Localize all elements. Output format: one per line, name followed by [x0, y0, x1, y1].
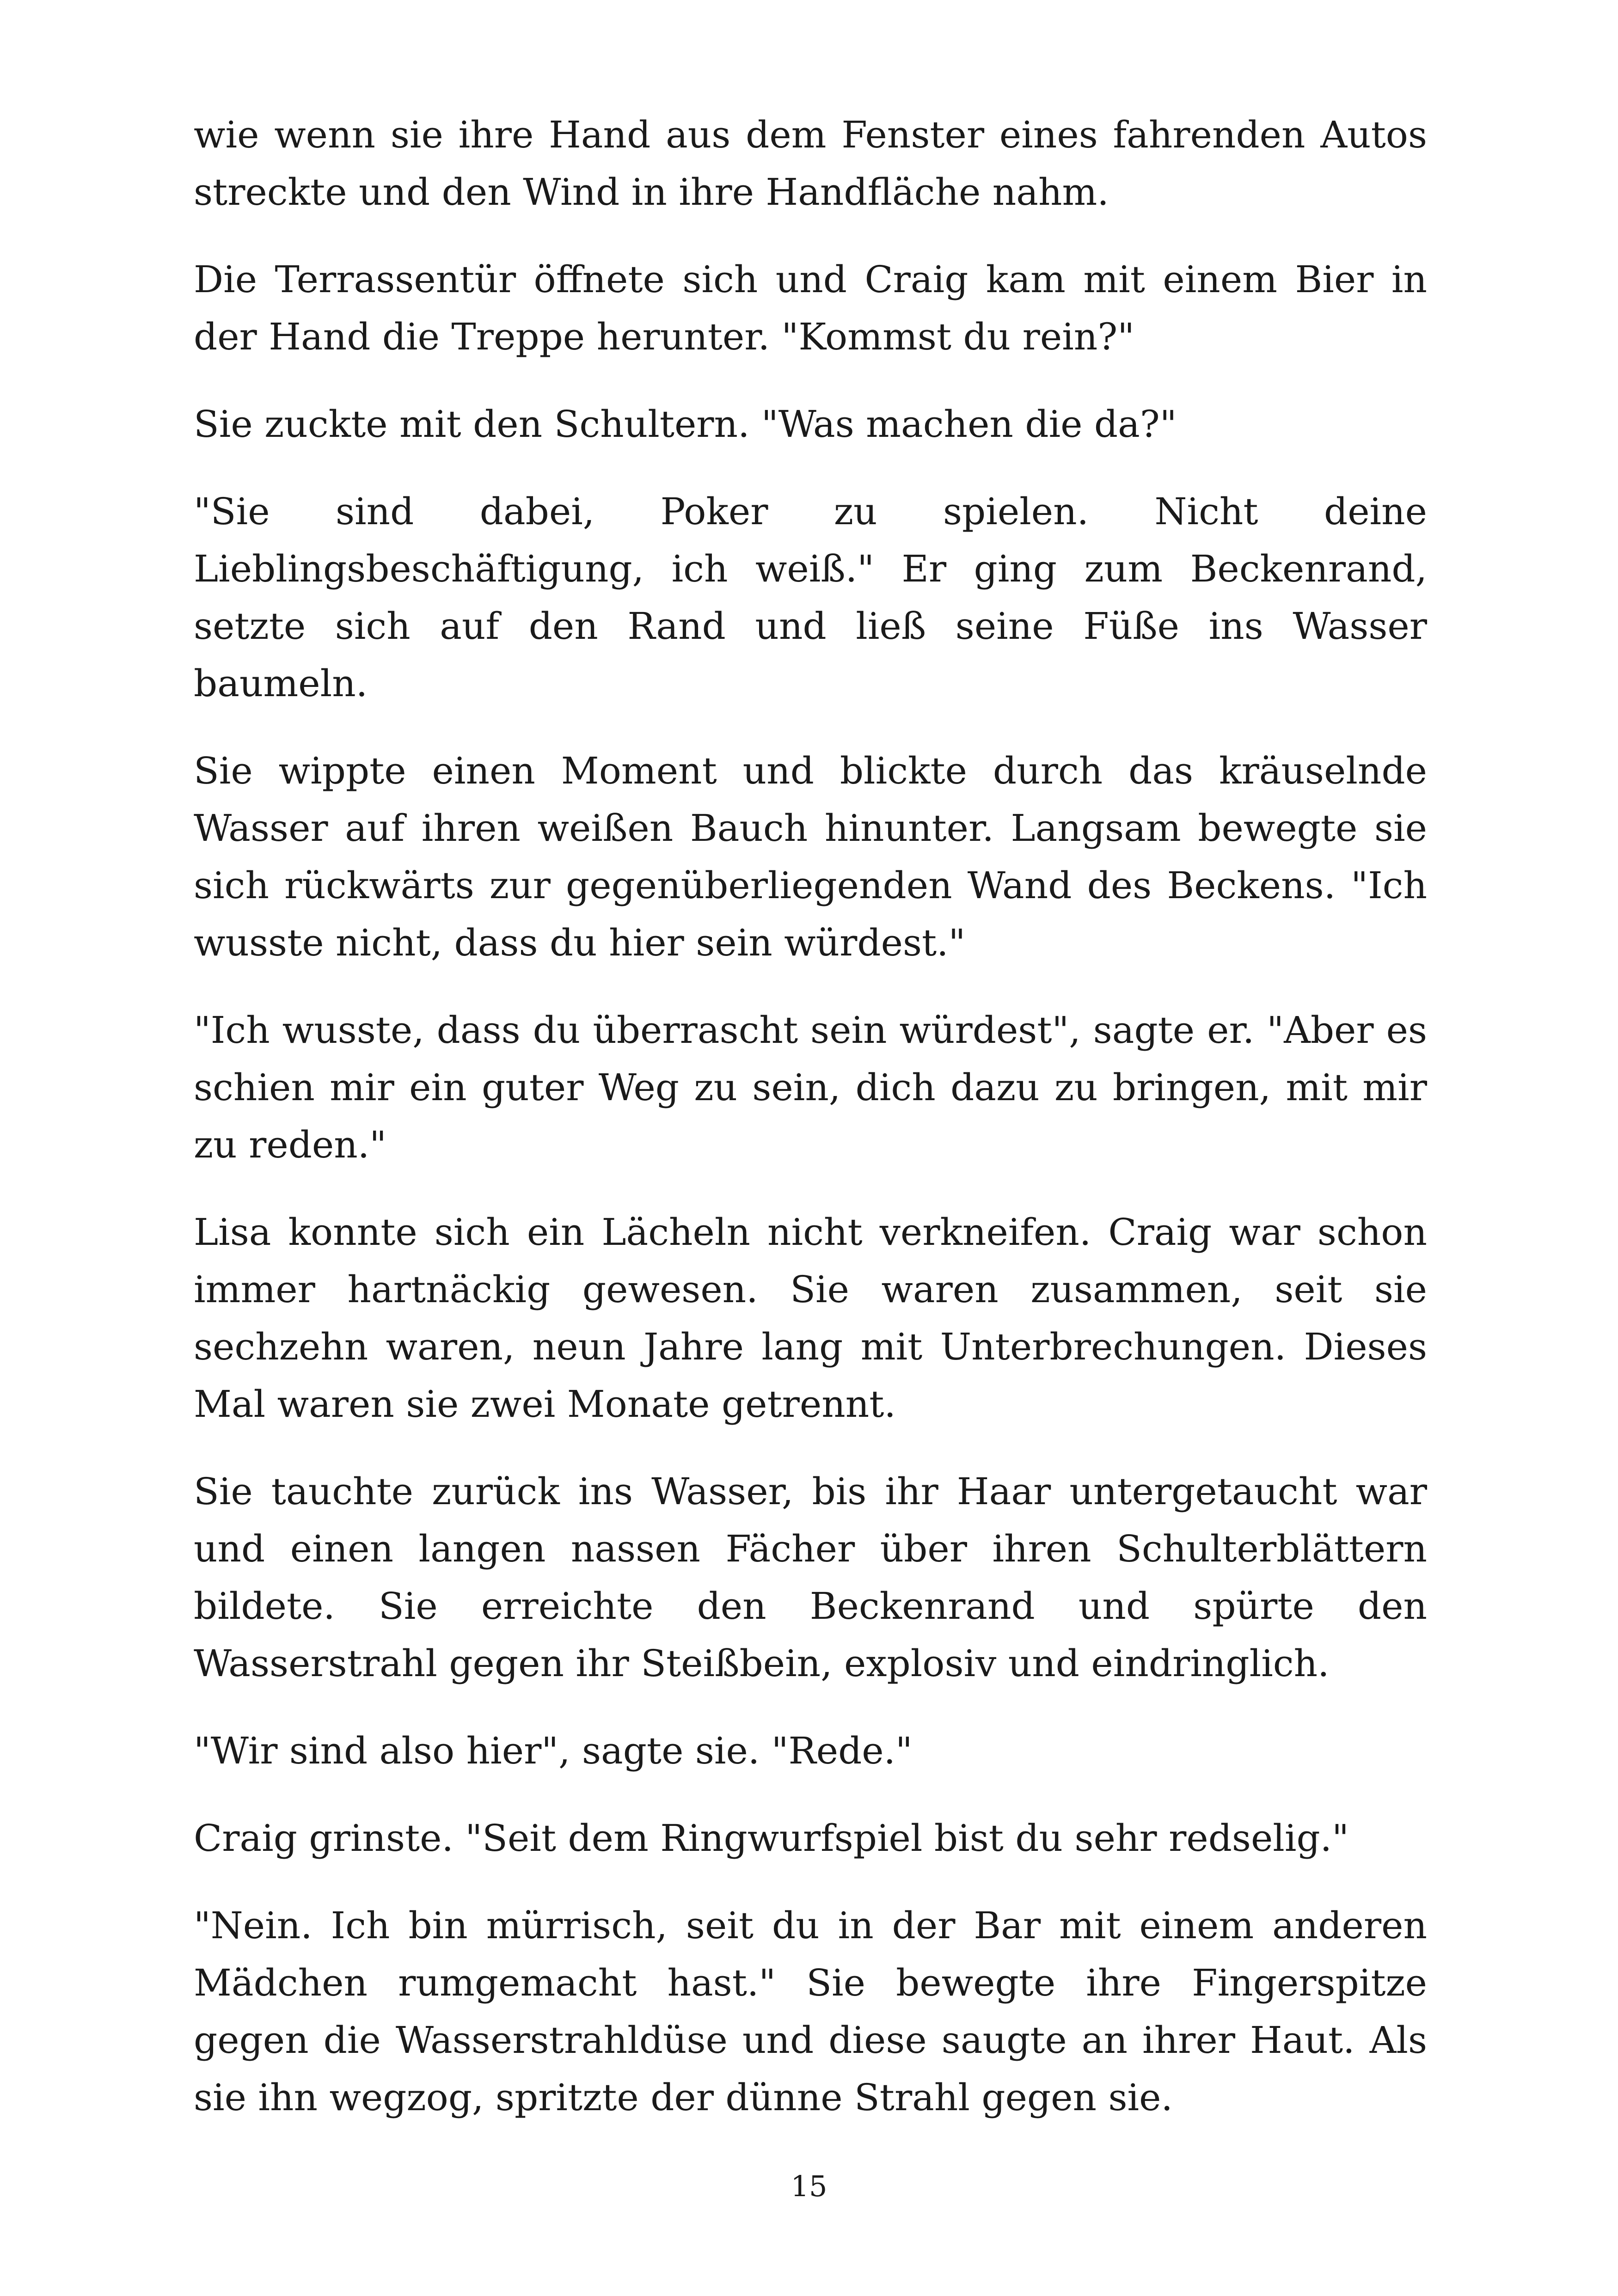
paragraph: Sie wippte einen Moment und blickte durch das kräuselnde Wasser auf ihren weißen Bauch hinunter. Langsam bewegte sie sich rückwärts zur gegenüberliegenden Wand des Beckens. "Ich wusste nicht, dass du hier sein würdest." — [194, 749, 1427, 964]
paragraph: Sie zuckte mit den Schultern. "Was machen die da?" — [194, 403, 1177, 446]
paragraph: "Ich wusste, dass du überrascht sein würdest", sagte er. "Aber es schien mir ein guter Weg zu sein, dich dazu zu bringen, mit mir zu reden." — [194, 1009, 1427, 1166]
body-text — [194, 106, 1427, 2126]
paragraph: "Nein. Ich bin mürrisch, seit du in der Bar mit einem anderen Mädchen rumgemacht hast." Sie bewegte ihre Fingerspitze gegen die Wasserstrahldüse und diese saugte an ihrer Haut. Als sie ihn wegzog, spritzte der dünne Strahl gegen sie. — [194, 1904, 1427, 2119]
paragraph: Sie tauchte zurück ins Wasser, bis ihr Haar untergetaucht war und einen langen nassen Fächer über ihren Schulterblättern bildete. Sie erreichte den Beckenrand und spürte den Wasserstrahl gegen ihr Steißbein, explosiv und eindringlich. — [194, 1470, 1427, 1685]
paragraph: Die Terrassentür öffnete sich und Craig kam mit einem Bier in der Hand die Treppe herunter. "Kommst du rein?" — [194, 258, 1427, 358]
paragraph: wie wenn sie ihre Hand aus dem Fenster eines fahrenden Autos streckte und den Wind in ihre Handfläche nahm. — [194, 113, 1427, 214]
paragraph: Craig grinste. "Seit dem Ringwurfspiel bist du sehr redselig." — [194, 1817, 1349, 1860]
page-number: 15 — [791, 2169, 827, 2203]
paragraph: "Wir sind also hier", sagte sie. "Rede." — [194, 1729, 913, 1772]
paragraph: "Sie sind dabei, Poker zu spielen. Nicht deine Lieblingsbeschäftigung, ich weiß." Er ging zum Beckenrand, setzte sich auf den Rand und ließ seine Füße ins Wasser baumeln. — [194, 490, 1427, 705]
paragraph: Lisa konnte sich ein Lächeln nicht verkneifen. Craig war schon immer hartnäckig gewesen. Sie waren zusammen, seit sie sechzehn waren, neun Jahre lang mit Unterbrechungen. Dieses Mal waren sie zwei Monate getrennt. — [194, 1211, 1427, 1426]
